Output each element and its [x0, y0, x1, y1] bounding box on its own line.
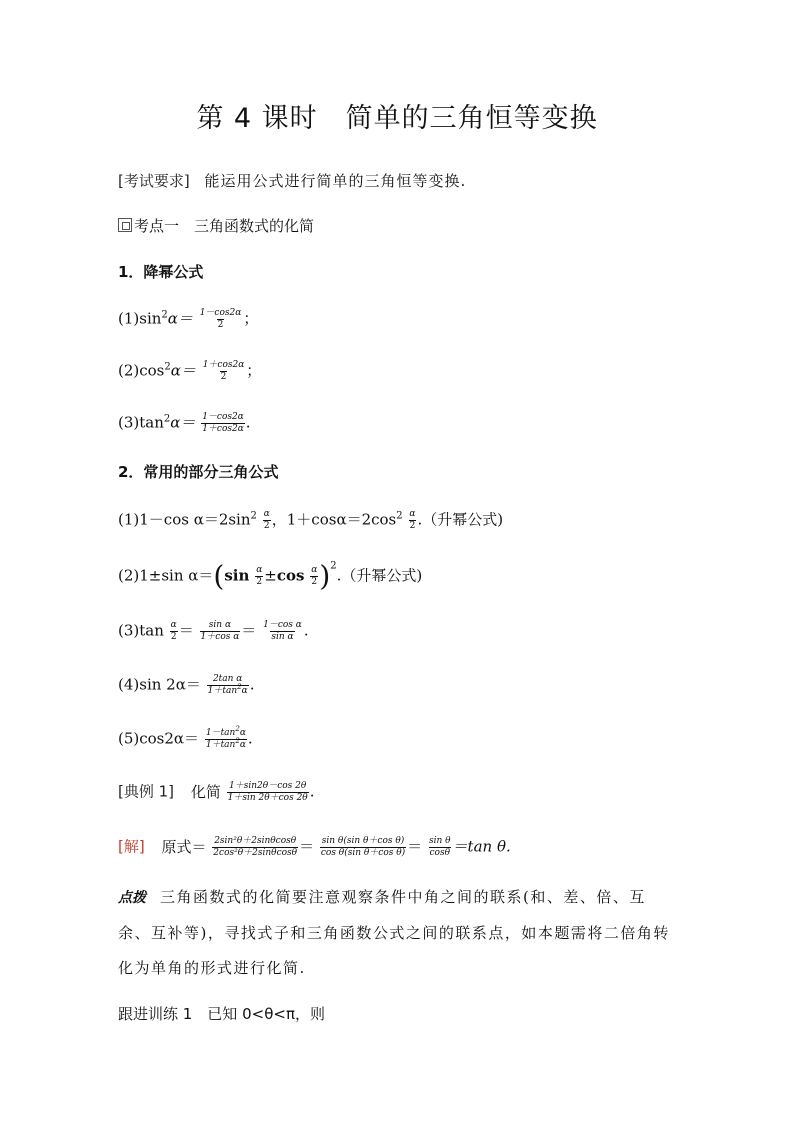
- fraction: [212, 836, 298, 859]
- formula-var: α＝: [167, 309, 193, 328]
- solution-1: [118, 836, 511, 859]
- fraction-den: 2: [256, 577, 263, 587]
- tip-tag: 点拨: [118, 890, 146, 906]
- fraction-den: [207, 685, 249, 697]
- formula-var: α＝: [170, 413, 196, 432]
- exponent: 2: [250, 510, 257, 522]
- formula-part: ，1＋cosα＝2cos: [271, 510, 397, 529]
- cos-term: cos: [276, 566, 305, 585]
- fraction-den: 2: [220, 372, 227, 382]
- formula-label: (2)cos: [118, 361, 165, 380]
- formula-part: (1)1－cos α＝2sin: [118, 510, 251, 529]
- equals: ＝: [178, 621, 194, 640]
- fraction-den: 2: [263, 521, 270, 531]
- solution-text: 原式＝: [161, 837, 207, 856]
- formula-end: .: [303, 621, 309, 640]
- right-paren: ): [319, 559, 331, 593]
- fraction: [200, 620, 241, 643]
- fraction-num: α: [256, 565, 263, 575]
- fraction-num: sin θ: [428, 836, 451, 846]
- left-paren: (: [213, 559, 225, 593]
- fraction-num: 1＋cos2α: [202, 360, 245, 370]
- fraction-num: α: [409, 509, 416, 519]
- fraction-den: 2: [217, 320, 224, 330]
- fraction-den: 2: [170, 632, 177, 642]
- plus-minus: ±: [264, 566, 277, 585]
- sin-term: sin: [224, 566, 250, 585]
- formula-part: (3)tan: [118, 621, 164, 640]
- fraction: [205, 725, 247, 751]
- fraction-den: [205, 739, 247, 751]
- fraction: [207, 674, 249, 697]
- fraction-num: 1－cos2α: [202, 412, 244, 422]
- fraction-den: 2: [311, 577, 318, 587]
- tip-text: 三角函数式的化简要注意观察条件中角之间的联系(和、差、倍、互余、互补等)，寻找式子和三角函数公式之间的联系点，如本题需将二倍角转化为单角的形式进行化简.: [118, 888, 670, 977]
- den-part: α: [241, 686, 248, 696]
- fraction: [320, 836, 406, 859]
- equals: ＝: [241, 621, 257, 640]
- fraction: [202, 360, 246, 383]
- num-part: α: [239, 728, 246, 738]
- fraction: [310, 565, 318, 588]
- exponent: 2: [235, 725, 240, 733]
- fraction-den: 2: [409, 521, 416, 531]
- formula-raise-power: [118, 509, 503, 532]
- solution-tag: [解]: [118, 837, 145, 856]
- formula-end: .: [247, 729, 253, 748]
- fraction-num: α: [311, 565, 318, 575]
- fraction-den: cosθ: [429, 848, 450, 858]
- example-tag: [典例 1]: [118, 782, 175, 801]
- num-part: 1－tan: [205, 728, 236, 738]
- exponent: 2: [330, 560, 337, 572]
- formula-tan-half: [118, 620, 309, 643]
- formula-end: .: [309, 782, 315, 801]
- fraction-den: cos θ(sin θ＋cos θ): [320, 848, 406, 858]
- tip-paragraph: [118, 880, 678, 986]
- fraction: [428, 836, 452, 859]
- fraction: [255, 565, 263, 588]
- equals: ＝: [299, 837, 315, 856]
- formula-label: (1)sin: [118, 309, 162, 328]
- den-part: α: [239, 740, 246, 750]
- den-part: 1＋tan: [205, 740, 236, 750]
- solution-result: ＝tan θ.: [452, 837, 511, 856]
- requirement-text: 能运用公式进行简单的三角恒等变换.: [204, 172, 467, 190]
- example-text: 化简: [190, 782, 221, 801]
- exponent: 2: [237, 683, 242, 691]
- exponent: 2: [235, 737, 240, 745]
- formula-part: .（升幂公式): [336, 566, 423, 585]
- fraction-num: 1－cos2α: [199, 308, 242, 318]
- fraction-den: 2cos²θ＋2sinθcosθ: [213, 848, 298, 858]
- equals: ＝: [407, 837, 423, 856]
- fraction-num: 2sin²θ＋2sinθcosθ: [214, 836, 297, 846]
- formula-one-plus-minus-sin: [118, 559, 423, 593]
- formula-sin-squared: [118, 308, 258, 331]
- formula-var: α＝: [170, 361, 196, 380]
- fraction: [263, 509, 271, 532]
- exponent: 2: [163, 413, 171, 425]
- formula-sin-double: [118, 674, 254, 697]
- practice-1: 跟进训练 1 已知 0<θ<π，则: [118, 1005, 325, 1023]
- fraction: [170, 620, 178, 643]
- fraction-den: sin α: [271, 632, 294, 642]
- fraction-num: 1－cos α: [263, 620, 302, 630]
- den-part: 1＋tan: [207, 686, 238, 696]
- fraction-num: α: [263, 509, 270, 519]
- exponent: 2: [396, 510, 403, 522]
- formula-part: (2)1±sin α＝: [118, 566, 214, 585]
- section-icon: [118, 218, 132, 232]
- section-heading-text: 考点一 三角函数式的化简: [134, 217, 315, 235]
- fraction: [262, 620, 303, 643]
- section-heading: [118, 216, 314, 236]
- exponent: 2: [164, 361, 171, 373]
- formula-part: .（升幂公式): [417, 510, 504, 529]
- fraction: [408, 509, 416, 532]
- formula-end: .: [245, 413, 251, 432]
- fraction-den: 1＋cos2α: [202, 424, 244, 434]
- fraction: [199, 308, 243, 331]
- requirement-tag: [考试要求]: [118, 172, 190, 190]
- formula-part: (5)cos2α＝: [118, 729, 200, 748]
- fraction-num: [205, 725, 247, 739]
- exponent: 2: [161, 309, 168, 321]
- exam-requirement: [118, 171, 466, 191]
- fraction-den: 1＋cos α: [200, 632, 240, 642]
- common-formulas-heading: 2．常用的部分三角公式: [118, 463, 279, 481]
- formula-tan-squared: [118, 412, 251, 435]
- formula-label: (3)tan: [118, 413, 164, 432]
- formula-end: ；: [243, 309, 259, 328]
- formula-cos-double: [118, 725, 253, 751]
- fraction-den: 1＋sin 2θ＋cos 2θ: [227, 793, 308, 803]
- fraction-num: 1＋sin2θ－cos 2θ: [229, 781, 307, 791]
- fraction-num: sin α: [208, 620, 232, 630]
- example-1: [118, 781, 315, 804]
- fraction: [201, 412, 245, 435]
- fraction: [227, 781, 309, 804]
- formula-end: .: [249, 675, 255, 694]
- fraction-num: 2tan α: [212, 674, 243, 684]
- formula-part: (4)sin 2α＝: [118, 675, 201, 694]
- formula-cos-squared: [118, 360, 261, 383]
- fraction-num: α: [170, 620, 177, 630]
- page-title: 第 4 课时 简单的三角恒等变换: [196, 103, 598, 134]
- formula-end: ；: [246, 361, 262, 380]
- power-reduction-heading: 1．降幂公式: [118, 263, 204, 281]
- fraction-num: sin θ(sin θ＋cos θ): [321, 836, 405, 846]
